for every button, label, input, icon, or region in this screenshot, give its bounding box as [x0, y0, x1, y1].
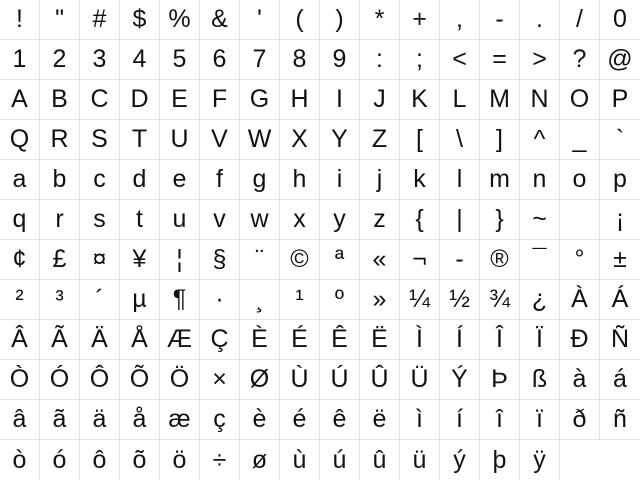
char-cell[interactable]: b: [40, 160, 80, 200]
char-cell[interactable]: p: [600, 160, 640, 200]
char-cell[interactable]: c: [80, 160, 120, 200]
char-cell[interactable]: /: [560, 0, 600, 40]
char-cell[interactable]: `: [600, 120, 640, 160]
char-cell[interactable]: #: [80, 0, 120, 40]
char-cell[interactable]: ÿ: [520, 440, 560, 480]
char-cell[interactable]: [560, 200, 600, 240]
char-cell[interactable]: z: [360, 200, 400, 240]
char-cell[interactable]: ¼: [400, 280, 440, 320]
char-cell[interactable]: Í: [440, 320, 480, 360]
char-cell[interactable]: ¤: [80, 240, 120, 280]
char-cell[interactable]: (: [280, 0, 320, 40]
char-cell[interactable]: ¥: [120, 240, 160, 280]
char-cell[interactable]: ¬: [400, 240, 440, 280]
char-cell[interactable]: }: [480, 200, 520, 240]
char-cell[interactable]: û: [360, 440, 400, 480]
char-cell[interactable]: º: [320, 280, 360, 320]
char-cell[interactable]: n: [520, 160, 560, 200]
char-cell[interactable]: ^: [520, 120, 560, 160]
char-cell[interactable]: ¡: [600, 200, 640, 240]
char-cell[interactable]: Î: [480, 320, 520, 360]
char-cell[interactable]: d: [120, 160, 160, 200]
char-cell[interactable]: £: [40, 240, 80, 280]
char-cell[interactable]: Ê: [320, 320, 360, 360]
char-cell[interactable]: Ø: [240, 360, 280, 400]
char-cell[interactable]: |: [440, 200, 480, 240]
char-cell[interactable]: g: [240, 160, 280, 200]
char-cell[interactable]: I: [320, 80, 360, 120]
char-cell[interactable]: °: [560, 240, 600, 280]
char-cell[interactable]: È: [240, 320, 280, 360]
char-cell[interactable]: 2: [40, 40, 80, 80]
char-cell[interactable]: y: [320, 200, 360, 240]
char-cell[interactable]: é: [280, 400, 320, 440]
char-cell[interactable]: l: [440, 160, 480, 200]
char-cell[interactable]: 1: [0, 40, 40, 80]
char-cell[interactable]: Þ: [480, 360, 520, 400]
char-cell[interactable]: ä: [80, 400, 120, 440]
char-cell[interactable]: ?: [560, 40, 600, 80]
char-cell[interactable]: 6: [200, 40, 240, 80]
char-cell[interactable]: ¶: [160, 280, 200, 320]
char-cell[interactable]: Ï: [520, 320, 560, 360]
char-cell[interactable]: Ý: [440, 360, 480, 400]
char-cell[interactable]: ': [240, 0, 280, 40]
char-cell[interactable]: Á: [600, 280, 640, 320]
char-cell[interactable]: ~: [520, 200, 560, 240]
char-cell[interactable]: ¯: [520, 240, 560, 280]
char-cell[interactable]: ®: [480, 240, 520, 280]
char-cell[interactable]: U: [160, 120, 200, 160]
char-cell[interactable]: R: [40, 120, 80, 160]
char-cell[interactable]: Ç: [200, 320, 240, 360]
char-cell[interactable]: G: [240, 80, 280, 120]
char-cell[interactable]: ¸: [240, 280, 280, 320]
char-cell[interactable]: 5: [160, 40, 200, 80]
char-cell[interactable]: j: [360, 160, 400, 200]
char-cell[interactable]: ": [40, 0, 80, 40]
char-cell[interactable]: ì: [400, 400, 440, 440]
char-cell[interactable]: F: [200, 80, 240, 120]
char-cell[interactable]: ô: [80, 440, 120, 480]
char-cell[interactable]: Ò: [0, 360, 40, 400]
char-cell[interactable]: h: [280, 160, 320, 200]
char-cell[interactable]: Û: [360, 360, 400, 400]
char-cell[interactable]: Ù: [280, 360, 320, 400]
char-cell[interactable]: <: [440, 40, 480, 80]
char-cell[interactable]: Q: [0, 120, 40, 160]
char-cell[interactable]: i: [320, 160, 360, 200]
char-cell[interactable]: D: [120, 80, 160, 120]
char-cell[interactable]: á: [600, 360, 640, 400]
char-cell[interactable]: E: [160, 80, 200, 120]
char-cell[interactable]: x: [280, 200, 320, 240]
char-cell[interactable]: Ö: [160, 360, 200, 400]
char-cell[interactable]: k: [400, 160, 440, 200]
char-cell[interactable]: K: [400, 80, 440, 120]
char-cell[interactable]: .: [520, 0, 560, 40]
char-cell[interactable]: r: [40, 200, 80, 240]
char-cell[interactable]: q: [0, 200, 40, 240]
char-cell[interactable]: C: [80, 80, 120, 120]
char-cell[interactable]: ñ: [600, 400, 640, 440]
char-cell[interactable]: $: [120, 0, 160, 40]
char-cell[interactable]: S: [80, 120, 120, 160]
char-cell[interactable]: ,: [440, 0, 480, 40]
char-cell[interactable]: ª: [320, 240, 360, 280]
char-cell[interactable]: ê: [320, 400, 360, 440]
char-cell[interactable]: í: [440, 400, 480, 440]
char-cell[interactable]: Å: [120, 320, 160, 360]
char-cell[interactable]: É: [280, 320, 320, 360]
char-cell[interactable]: þ: [480, 440, 520, 480]
char-cell[interactable]: Ë: [360, 320, 400, 360]
char-cell[interactable]: è: [240, 400, 280, 440]
char-cell[interactable]: î: [480, 400, 520, 440]
char-cell[interactable]: ù: [280, 440, 320, 480]
char-cell[interactable]: \: [440, 120, 480, 160]
char-cell[interactable]: ï: [520, 400, 560, 440]
char-cell[interactable]: ý: [440, 440, 480, 480]
char-cell[interactable]: B: [40, 80, 80, 120]
char-cell[interactable]: Ð: [560, 320, 600, 360]
char-cell[interactable]: -: [480, 0, 520, 40]
char-cell[interactable]: &: [200, 0, 240, 40]
char-cell[interactable]: ³: [40, 280, 80, 320]
char-cell[interactable]: ú: [320, 440, 360, 480]
char-cell[interactable]: «: [360, 240, 400, 280]
char-cell[interactable]: ¨: [240, 240, 280, 280]
char-cell[interactable]: å: [120, 400, 160, 440]
char-cell[interactable]: ÷: [200, 440, 240, 480]
char-cell[interactable]: ü: [400, 440, 440, 480]
char-cell[interactable]: Ú: [320, 360, 360, 400]
char-cell[interactable]: [: [400, 120, 440, 160]
char-cell[interactable]: ´: [80, 280, 120, 320]
char-cell[interactable]: _: [560, 120, 600, 160]
char-cell[interactable]: 7: [240, 40, 280, 80]
char-cell[interactable]: ¿: [520, 280, 560, 320]
char-cell[interactable]: ð: [560, 400, 600, 440]
char-cell[interactable]: õ: [120, 440, 160, 480]
char-cell[interactable]: ): [320, 0, 360, 40]
char-cell[interactable]: T: [120, 120, 160, 160]
char-cell[interactable]: %: [160, 0, 200, 40]
char-cell[interactable]: ±: [600, 240, 640, 280]
char-cell[interactable]: W: [240, 120, 280, 160]
char-cell[interactable]: !: [0, 0, 40, 40]
char-cell[interactable]: ]: [480, 120, 520, 160]
char-cell[interactable]: ã: [40, 400, 80, 440]
char-cell[interactable]: §: [200, 240, 240, 280]
char-cell[interactable]: @: [600, 40, 640, 80]
char-cell[interactable]: ç: [200, 400, 240, 440]
char-cell[interactable]: N: [520, 80, 560, 120]
char-cell[interactable]: w: [240, 200, 280, 240]
char-cell[interactable]: Æ: [160, 320, 200, 360]
char-cell[interactable]: L: [440, 80, 480, 120]
char-cell[interactable]: m: [480, 160, 520, 200]
char-cell[interactable]: ;: [400, 40, 440, 80]
char-cell[interactable]: v: [200, 200, 240, 240]
char-cell[interactable]: P: [600, 80, 640, 120]
char-cell[interactable]: 8: [280, 40, 320, 80]
char-cell[interactable]: ß: [520, 360, 560, 400]
char-cell[interactable]: >: [520, 40, 560, 80]
char-cell[interactable]: ²: [0, 280, 40, 320]
char-cell[interactable]: 9: [320, 40, 360, 80]
char-cell[interactable]: ×: [200, 360, 240, 400]
char-cell[interactable]: ò: [0, 440, 40, 480]
char-cell[interactable]: ¹: [280, 280, 320, 320]
char-cell[interactable]: X: [280, 120, 320, 160]
char-cell[interactable]: =: [480, 40, 520, 80]
char-cell[interactable]: Ü: [400, 360, 440, 400]
char-cell[interactable]: µ: [120, 280, 160, 320]
char-cell[interactable]: Ä: [80, 320, 120, 360]
char-cell[interactable]: Ã: [40, 320, 80, 360]
char-cell[interactable]: o: [560, 160, 600, 200]
char-cell[interactable]: A: [0, 80, 40, 120]
char-cell[interactable]: *: [360, 0, 400, 40]
char-cell[interactable]: {: [400, 200, 440, 240]
char-cell[interactable]: æ: [160, 400, 200, 440]
char-cell[interactable]: H: [280, 80, 320, 120]
char-cell[interactable]: 3: [80, 40, 120, 80]
char-cell[interactable]: ·: [200, 280, 240, 320]
char-cell[interactable]: Ì: [400, 320, 440, 360]
char-cell[interactable]: ©: [280, 240, 320, 280]
char-cell[interactable]: ë: [360, 400, 400, 440]
char-cell[interactable]: a: [0, 160, 40, 200]
char-cell[interactable]: ¾: [480, 280, 520, 320]
char-cell[interactable]: e: [160, 160, 200, 200]
char-cell[interactable]: Â: [0, 320, 40, 360]
char-cell[interactable]: ½: [440, 280, 480, 320]
char-cell[interactable]: Z: [360, 120, 400, 160]
char-cell[interactable]: â: [0, 400, 40, 440]
char-cell[interactable]: s: [80, 200, 120, 240]
char-cell[interactable]: O: [560, 80, 600, 120]
char-cell[interactable]: Ô: [80, 360, 120, 400]
char-cell[interactable]: ¦: [160, 240, 200, 280]
char-cell[interactable]: u: [160, 200, 200, 240]
char-cell[interactable]: ö: [160, 440, 200, 480]
char-cell[interactable]: +: [400, 0, 440, 40]
char-cell[interactable]: V: [200, 120, 240, 160]
char-cell[interactable]: J: [360, 80, 400, 120]
char-cell[interactable]: :: [360, 40, 400, 80]
char-cell[interactable]: ó: [40, 440, 80, 480]
char-cell[interactable]: 0: [600, 0, 640, 40]
char-cell[interactable]: M: [480, 80, 520, 120]
char-cell[interactable]: -: [440, 240, 480, 280]
char-cell[interactable]: ø: [240, 440, 280, 480]
char-cell[interactable]: Ñ: [600, 320, 640, 360]
char-cell[interactable]: »: [360, 280, 400, 320]
char-cell[interactable]: Õ: [120, 360, 160, 400]
char-cell[interactable]: 4: [120, 40, 160, 80]
char-cell[interactable]: À: [560, 280, 600, 320]
char-cell[interactable]: à: [560, 360, 600, 400]
char-cell[interactable]: Y: [320, 120, 360, 160]
char-cell[interactable]: Ó: [40, 360, 80, 400]
char-cell[interactable]: ¢: [0, 240, 40, 280]
char-cell[interactable]: f: [200, 160, 240, 200]
char-cell[interactable]: t: [120, 200, 160, 240]
